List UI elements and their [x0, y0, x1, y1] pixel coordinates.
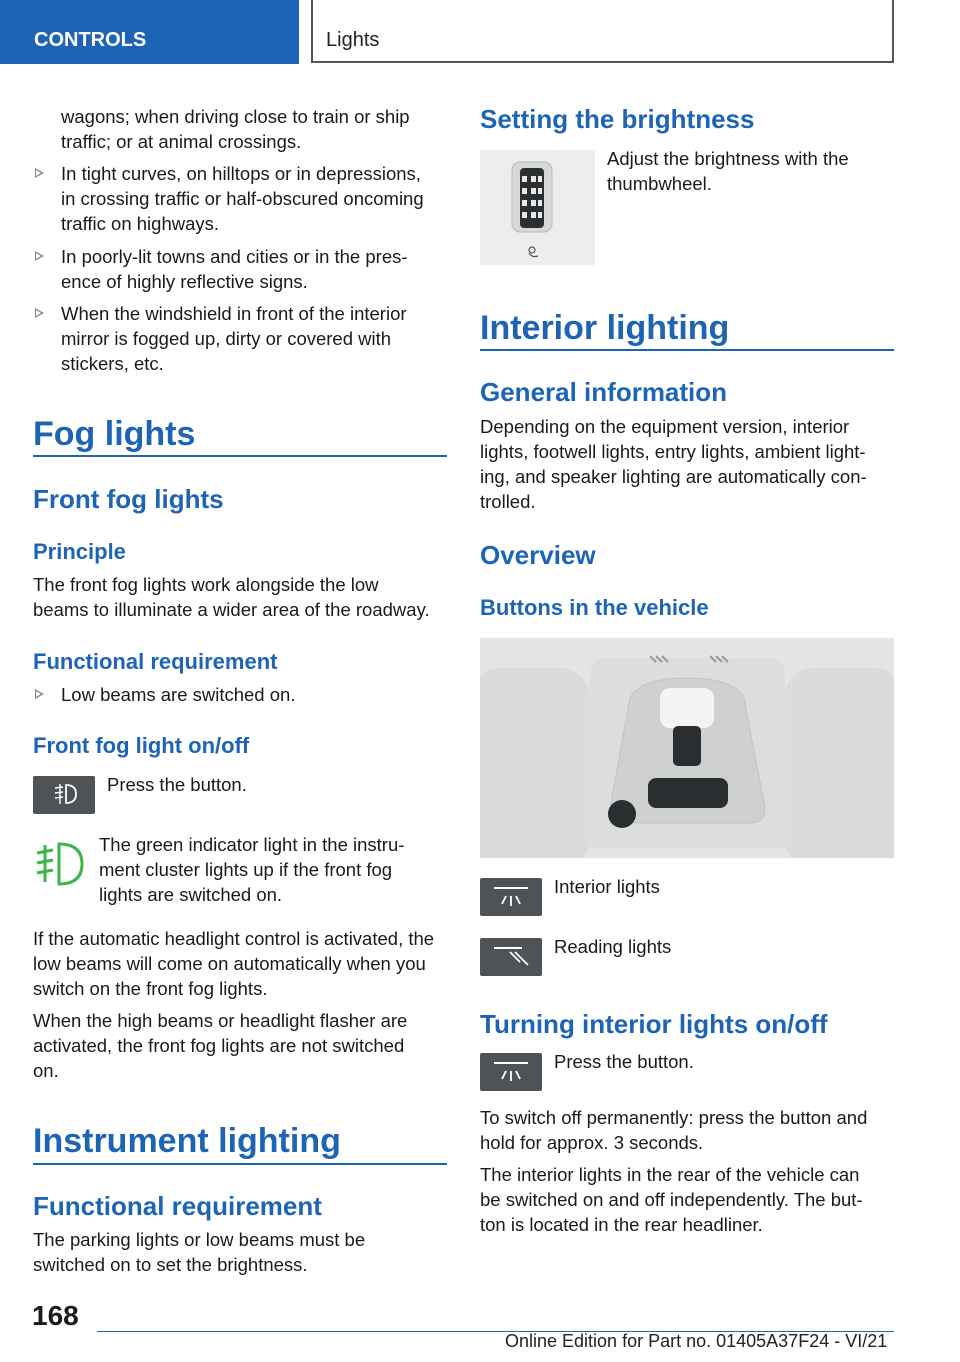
text-line: hold for approx. 3 seconds.: [480, 1132, 704, 1153]
text-line: trolled.: [480, 491, 536, 512]
bullet-triangle-icon: [35, 168, 44, 178]
section-rule: [33, 1163, 447, 1165]
subsection-title: Turning interior lights on/off: [480, 1009, 828, 1039]
heading: Front fog light on/off: [33, 733, 250, 758]
interior-lights-button-icon: [480, 878, 542, 916]
text-line: When the high beams or headlight flasher are: [33, 1010, 408, 1031]
bullet-line: in crossing traffic or half-obscured oncoming: [61, 188, 424, 209]
text-line: Depending on the equipment version, interior: [480, 416, 850, 437]
subsection-title: General information: [480, 377, 728, 407]
text-line: low beams will come on automatically when you: [33, 953, 426, 974]
text-line: switch on the front fog lights.: [33, 978, 268, 999]
fog-indicator-green-icon: [33, 836, 88, 891]
bullet-line: mirror is fogged up, dirty or covered with: [61, 328, 392, 349]
heading: Functional requirement: [33, 649, 278, 674]
text-line: The front fog lights work alongside the low: [33, 574, 379, 595]
section-label: CONTROLS: [34, 29, 147, 51]
chapter-label: Lights: [326, 29, 380, 51]
text-line: switched on to set the brightness.: [33, 1254, 308, 1275]
text-line: beams to illuminate a wider area of the roadway.: [33, 599, 430, 620]
bullet-line: Low beams are switched on.: [61, 684, 296, 705]
text-line: Adjust the brightness with the: [607, 148, 849, 169]
text-line: ton is located in the rear headliner.: [480, 1214, 763, 1235]
page-number: 168: [32, 1300, 79, 1331]
fog-light-button-icon: [33, 776, 95, 814]
text-line: thumbwheel.: [607, 173, 712, 194]
text-line: lights are switched on.: [99, 884, 283, 905]
text-line: The interior lights in the rear of the vehicle can: [480, 1164, 860, 1185]
subsection-title: Functional requirement: [33, 1191, 322, 1221]
reading-lights-button-icon: [480, 938, 542, 976]
text-line: activated, the front fog lights are not switched: [33, 1035, 405, 1056]
edition-text: Online Edition for Part no. 01405A37F24 - VI/21: [505, 1331, 888, 1351]
text-line: The green indicator light in the instru‐: [99, 834, 405, 855]
text-line: If the automatic headlight control is activated, the: [33, 928, 435, 949]
heading: Principle: [33, 539, 126, 564]
bullet-triangle-icon: [35, 308, 44, 318]
thumbwheel-image: [480, 150, 595, 265]
text-line: Reading lights: [554, 936, 672, 957]
bullet-line: In poorly-lit towns and cities or in the pres‐: [61, 246, 408, 267]
intro-line: wagons; when driving close to train or ship: [61, 106, 410, 127]
subsection-title: Front fog lights: [33, 484, 224, 514]
bullet-line: traffic on highways.: [61, 213, 220, 234]
text-line: To switch off permanently: press the button and: [480, 1107, 868, 1128]
text-line: ing, and speaker lighting are automatically con‐: [480, 466, 867, 487]
bullet-line: In tight curves, on hilltops or in depressions,: [61, 163, 421, 184]
text-line: on.: [33, 1060, 59, 1081]
bullet-triangle-icon: [35, 689, 44, 699]
section-title: Interior lighting: [480, 309, 730, 347]
subsection-title: Setting the brightness: [480, 104, 755, 134]
text-line: ment cluster lights up if the front fog: [99, 859, 393, 880]
bullet-line: When the windshield in front of the interior: [61, 303, 407, 324]
text-line: Interior lights: [554, 876, 660, 897]
section-rule: [33, 455, 447, 457]
bullet-line: stickers, etc.: [61, 353, 164, 374]
text-line: be switched on and off independently. The but‐: [480, 1189, 863, 1210]
text-line: lights, footwell lights, entry lights, ambient light‐: [480, 441, 866, 462]
chapter-header: [311, 0, 894, 63]
section-title: Fog lights: [33, 415, 196, 453]
interior-lights-button-icon: [480, 1053, 542, 1091]
heading: Buttons in the vehicle: [480, 595, 709, 620]
text-line: The parking lights or low beams must be: [33, 1229, 366, 1250]
bullet-triangle-icon: [35, 251, 44, 261]
intro-line: traffic; or at animal crossings.: [61, 131, 302, 152]
section-rule: [480, 349, 894, 351]
overhead-console-image: [480, 638, 894, 858]
bullet-line: ence of highly reflective signs.: [61, 271, 308, 292]
subsection-title: Overview: [480, 540, 596, 570]
section-title: Instrument lighting: [33, 1122, 341, 1160]
text-line: Press the button.: [554, 1051, 694, 1072]
text-line: Press the button.: [107, 774, 247, 795]
section-tab: [0, 0, 299, 64]
